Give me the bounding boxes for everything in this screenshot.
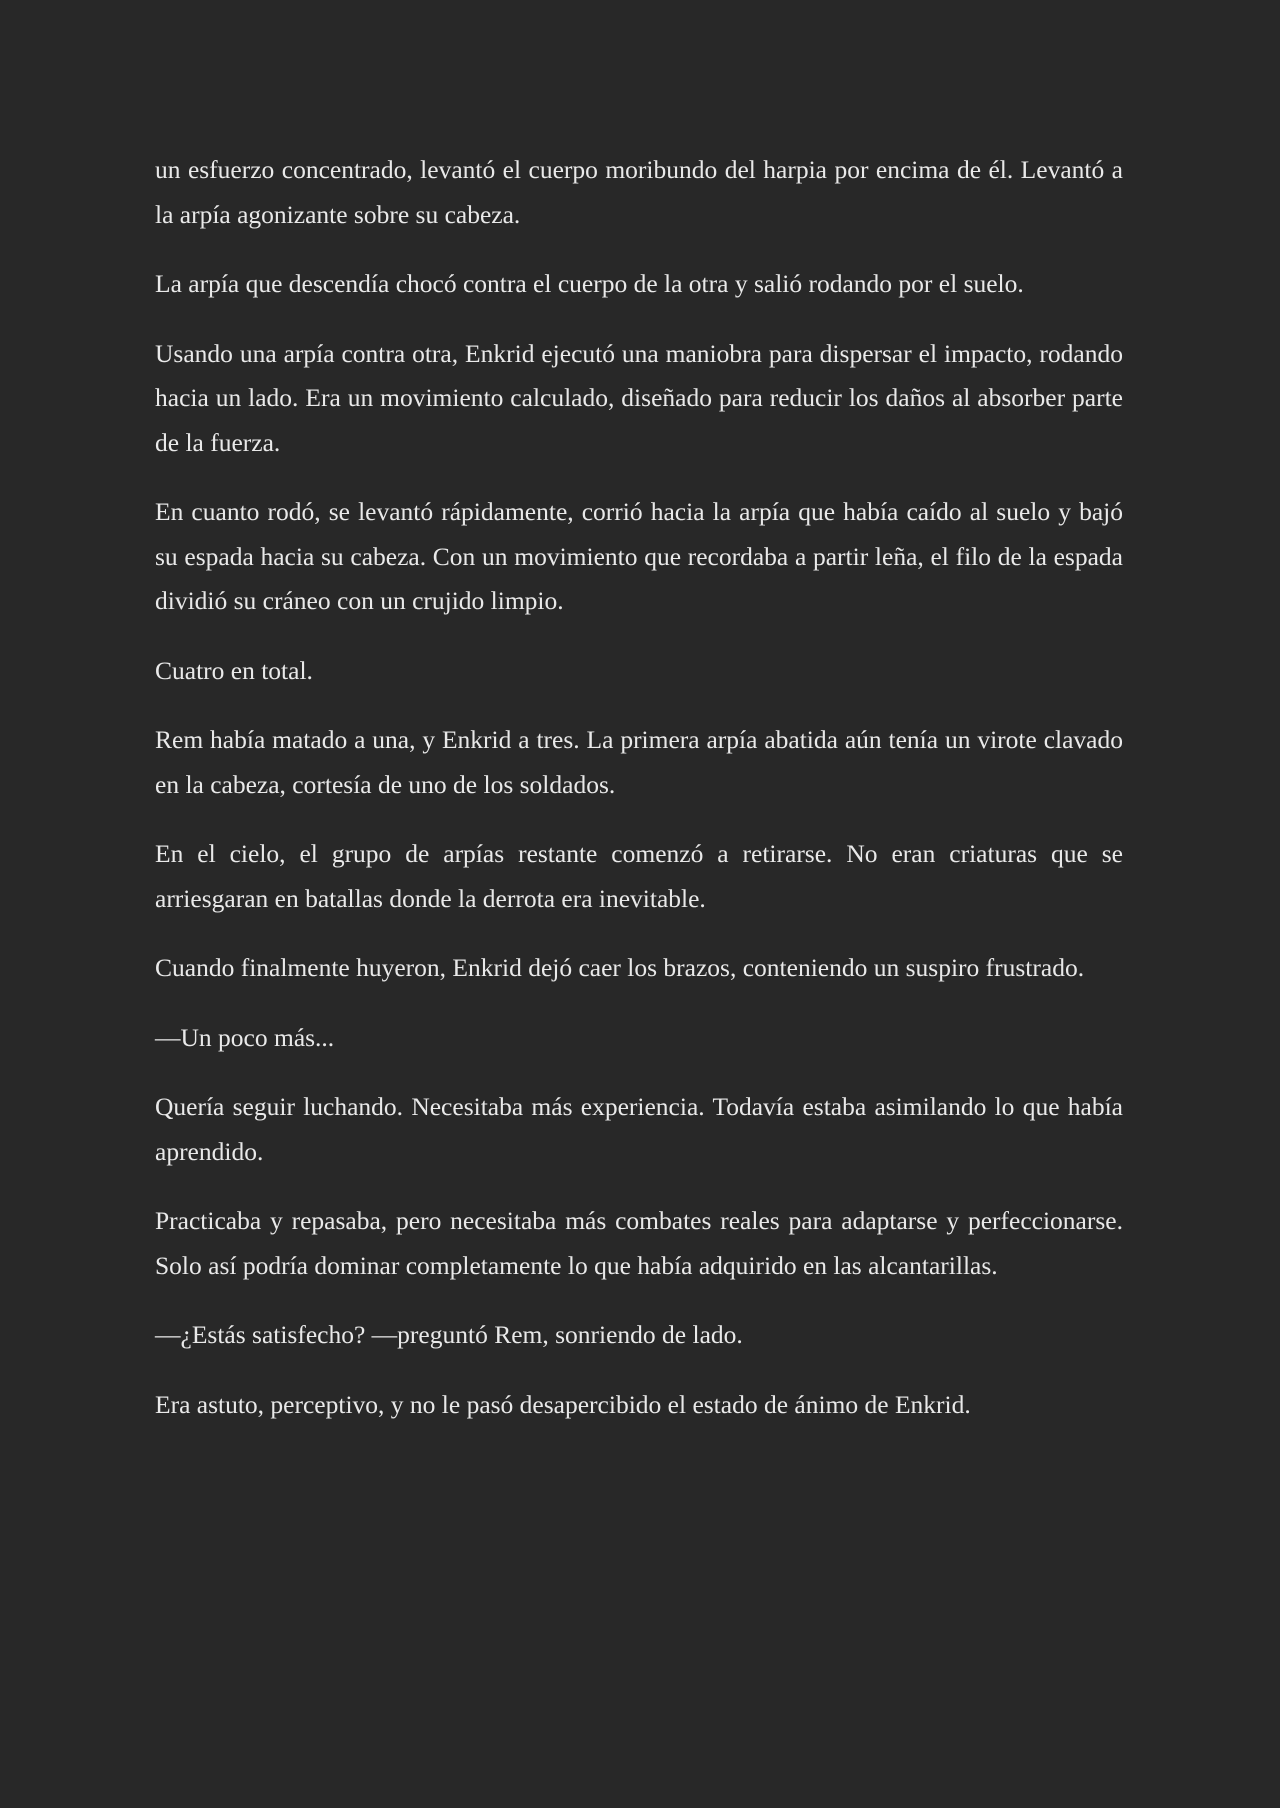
paragraph: La arpía que descendía chocó contra el cuerpo de la otra y salió rodando por el suelo. — [155, 269, 1024, 298]
paragraph: Era astuto, perceptivo, y no le pasó desapercibido el estado de ánimo de Enkrid. — [155, 1389, 971, 1419]
paragraph: Cuatro en total. — [155, 655, 313, 685]
chapter-text — [155, 148, 1123, 1427]
paragraph: —Un poco más... — [155, 1022, 335, 1052]
paragraph: un esfuerzo concentrado, levantó el cuerpo moribundo del harpia por encima de él. Levantó a la arpía agonizante sobre su cabeza. — [155, 155, 1123, 229]
paragraph: En el cielo, el grupo de arpías restante comenzó a retirarse. No eran criaturas que se arriesgaran en batallas donde la derrota era inevitable. — [155, 839, 1123, 913]
paragraph: Cuando finalmente huyeron, Enkrid dejó caer los brazos, conteniendo un suspiro frustrado. — [155, 953, 1085, 982]
paragraph: Quería seguir luchando. Necesitaba más experiencia. Todavía estaba asimilando lo que había aprendido. — [155, 1092, 1123, 1166]
paragraph: Usando una arpía contra otra, Enkrid ejecutó una maniobra para dispersar el impacto, rodando hacia un lado. Era un movimiento calculado, diseñado para reducir los daños al absorber parte de la fuerza. — [155, 338, 1123, 457]
paragraph: Rem había matado a una, y Enkrid a tres. La primera arpía abatida aún tenía un virote clavado en la cabeza, cortesía de uno de los soldados. — [155, 725, 1123, 799]
paragraph: En cuanto rodó, se levantó rápidamente, corrió hacia la arpía que había caído al suelo y bajó su espada hacia su cabeza. Con un movimiento que recordaba a partir leña, el filo de la espada dividió su cráneo con un crujido limpio. — [155, 497, 1123, 615]
paragraph: —¿Estás satisfecho? —preguntó Rem, sonriendo de lado. — [155, 1320, 743, 1349]
paragraph: Practicaba y repasaba, pero necesitaba más combates reales para adaptarse y perfeccionarse. Solo así podría dominar completamente lo que había adquirido en las alcantarillas. — [155, 1206, 1123, 1280]
